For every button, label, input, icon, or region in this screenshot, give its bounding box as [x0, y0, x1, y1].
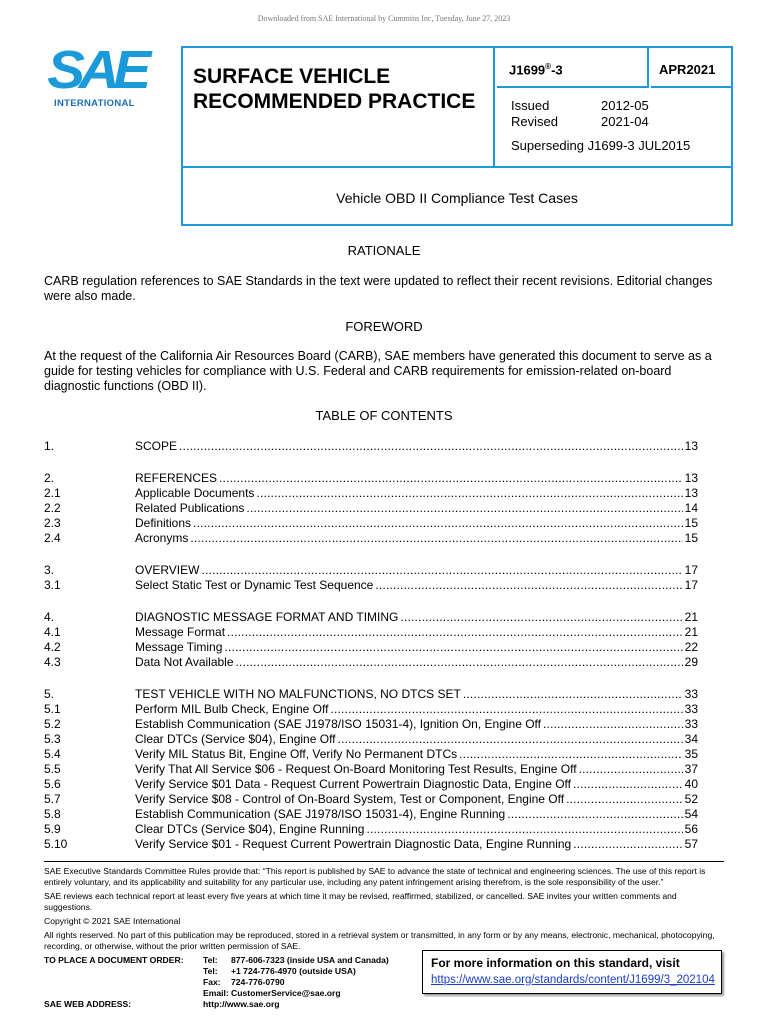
header-box [181, 46, 733, 226]
revision-code: APR2021 [651, 48, 731, 88]
toc-page: 33 [684, 717, 698, 731]
standard-link[interactable]: https://www.sae.org/standards/content/J1699/3_202104 [431, 974, 715, 986]
toc-leader [227, 625, 683, 640]
standard-suffix: -3 [551, 62, 563, 78]
rights-notice: All rights reserved. No part of this publication may be reproduced, stored in a retrieval system or transmitted, in any form or by any means, electronic, mechanical, photocopying, recording, or otherwise, without the prior written permission of SAE. [44, 930, 715, 951]
toc-entry[interactable] [44, 640, 698, 655]
toc-leader [179, 439, 683, 454]
toc-page: 54 [684, 807, 698, 821]
toc-page: 17 [684, 563, 698, 577]
toc-page: 17 [684, 578, 698, 592]
toc-leader [400, 610, 682, 625]
toc-page: 22 [684, 640, 698, 654]
toc-number: 5.1 [44, 702, 61, 716]
email-link[interactable]: CustomerService@sae.org [231, 988, 341, 998]
toc-number: 4.3 [44, 655, 61, 669]
toc-title: Acronyms [135, 531, 189, 545]
toc-page: 52 [684, 792, 698, 806]
toc-leader [375, 578, 682, 593]
toc-page: 13 [684, 471, 698, 485]
toc-leader [330, 702, 682, 717]
toc-entry[interactable] [44, 717, 698, 732]
registered-mark: ® [545, 62, 552, 71]
toc-entry[interactable] [44, 516, 698, 531]
toc-leader [463, 687, 683, 702]
issued-label: Issued [511, 98, 550, 113]
toc-page: 15 [684, 516, 698, 530]
toc-leader [507, 807, 682, 822]
toc-title: Message Format [135, 625, 226, 639]
toc-leader [236, 655, 683, 670]
toc-page: 21 [684, 625, 698, 639]
toc-entry[interactable] [44, 578, 698, 593]
revised-label: Revised [511, 114, 558, 129]
toc-number: 5.6 [44, 777, 61, 791]
toc-number: 5.5 [44, 762, 61, 776]
dates-cell [497, 90, 731, 166]
toc-page: 33 [684, 702, 698, 716]
toc-number: 1. [44, 439, 55, 453]
toc-entry[interactable] [44, 625, 698, 640]
footer-divider [44, 861, 724, 862]
toc-leader [566, 792, 683, 807]
toc-heading: TABLE OF CONTENTS [315, 408, 453, 423]
toc-title: REFERENCES [135, 471, 218, 485]
toc-page: 13 [684, 486, 698, 500]
standard-id: J1699 [509, 62, 546, 78]
toc-entry[interactable] [44, 762, 698, 777]
order-label: TO PLACE A DOCUMENT ORDER: [44, 955, 184, 965]
copyright: Copyright © 2021 SAE International [44, 916, 181, 926]
toc-entry[interactable] [44, 807, 698, 822]
toc-number: 2.3 [44, 516, 61, 530]
standard-number [497, 48, 649, 88]
toc-title: Establish Communication (SAE J1978/ISO 15031-4), Engine Running [135, 807, 506, 821]
toc-number: 3. [44, 563, 55, 577]
toc-entry[interactable] [44, 702, 698, 717]
superseding: Superseding J1699-3 JUL2015 [511, 138, 691, 153]
toc-leader [573, 837, 682, 852]
toc-entry[interactable] [44, 655, 698, 670]
toc-entry[interactable] [44, 610, 698, 625]
toc-number: 2.4 [44, 531, 61, 545]
toc-number: 5.3 [44, 732, 61, 746]
toc-title: Verify MIL Status Bit, Engine Off, Verify No Permanent DTCs [135, 747, 458, 761]
toc-number: 5.9 [44, 822, 61, 836]
toc-title: Verify Service $01 Data - Request Current Powertrain Diagnostic Data, Engine Off [135, 777, 571, 791]
toc-number: 4.1 [44, 625, 61, 639]
toc-leader [224, 640, 682, 655]
toc-title: Data Not Available [135, 655, 234, 669]
contact-key: Tel: [203, 966, 218, 976]
toc-entry[interactable] [44, 687, 698, 702]
toc-entry[interactable] [44, 486, 698, 501]
toc-entry[interactable] [44, 732, 698, 747]
toc-page: 34 [684, 732, 698, 746]
document-type [183, 48, 495, 166]
toc-leader [459, 747, 683, 762]
toc-number: 2. [44, 471, 55, 485]
toc-leader [366, 822, 682, 837]
toc-entry[interactable] [44, 501, 698, 516]
more-info-text: For more information on this standard, visit [431, 956, 680, 970]
toc-number: 5. [44, 687, 55, 701]
toc-page: 29 [684, 655, 698, 669]
toc-page: 56 [684, 822, 698, 836]
toc-page: 33 [684, 687, 698, 701]
toc-page: 40 [684, 777, 698, 791]
title-line-1: SURFACE VEHICLE [193, 65, 391, 88]
toc-leader [256, 486, 682, 501]
foreword-text: At the request of the California Air Resources Board (CARB), SAE members have generated this document to serve as a guide for testing vehicles for compliance with U.S. Federal and CARB requirements for emission-related on-board diagnostic functions (OBD II). [44, 349, 712, 393]
toc-title: DIAGNOSTIC MESSAGE FORMAT AND TIMING [135, 610, 399, 624]
toc-leader [201, 563, 682, 578]
toc-number: 2.1 [44, 486, 61, 500]
toc-title: OVERVIEW [135, 563, 200, 577]
toc-entry[interactable] [44, 777, 698, 792]
contact-value: 724-776-0790 [231, 977, 285, 987]
sae-logo [47, 40, 160, 109]
logo-text: INTERNATIONAL [54, 98, 135, 109]
toc-number: 5.8 [44, 807, 61, 821]
toc-title: Perform MIL Bulb Check, Engine Off [135, 702, 329, 716]
revised-date: 2021-04 [601, 114, 649, 129]
toc-entry[interactable] [44, 439, 698, 454]
rationale-text: CARB regulation references to SAE Standards in the text were updated to reflect their recent revisions. Editorial changes were also made. [44, 274, 713, 303]
toc-number: 4. [44, 610, 55, 624]
title-line-2: RECOMMENDED PRACTICE [193, 90, 476, 113]
toc-entry[interactable] [44, 747, 698, 762]
more-info-box [422, 950, 722, 994]
contact-key: Email: [203, 988, 229, 998]
download-note: Downloaded from SAE International by Cummins Inc, Tuesday, June 27, 2023 [257, 14, 511, 23]
toc-title: TEST VEHICLE WITH NO MALFUNCTIONS, NO DTCS SET [135, 687, 461, 701]
toc-leader [338, 732, 683, 747]
toc-page: 35 [684, 747, 698, 761]
toc-title: Establish Communication (SAE J1978/ISO 15031-4), Ignition On, Engine Off [135, 717, 541, 731]
web-address-link[interactable]: http://www.sae.org [203, 999, 280, 1009]
toc-leader [573, 777, 683, 792]
logo-mark: SAE [47, 40, 145, 100]
toc-entry[interactable] [44, 822, 698, 837]
toc-title: Clear DTCs (Service $04), Engine Off [135, 732, 336, 746]
toc-page: 37 [684, 762, 698, 776]
toc-number: 5.10 [44, 837, 68, 851]
toc-leader [193, 516, 683, 531]
table-of-contents [44, 439, 698, 852]
toc-entry[interactable] [44, 563, 698, 578]
toc-title: Definitions [135, 516, 192, 530]
toc-title: Verify That All Service $06 - Request On-Board Monitoring Test Results, Engine Off [135, 762, 577, 776]
toc-leader [579, 762, 683, 777]
toc-number: 5.2 [44, 717, 61, 731]
toc-leader [190, 531, 682, 546]
contact-value: +1 724-776-4970 (outside USA) [231, 966, 356, 976]
toc-page: 14 [684, 501, 698, 515]
toc-number: 2.2 [44, 501, 61, 515]
review-note: SAE reviews each technical report at least every five years at which time it may be revised, reaffirmed, stabilized, or cancelled. SAE invites your written comments and suggestions. [44, 891, 677, 912]
toc-page: 57 [684, 837, 698, 851]
toc-entry[interactable] [44, 531, 698, 546]
toc-title: Verify Service $08 - Control of On-Board System, Test or Component, Engine Off [135, 792, 565, 806]
toc-title: Verify Service $01 - Request Current Powertrain Diagnostic Data, Engine Running [135, 837, 572, 851]
document-subtitle: Vehicle OBD II Compliance Test Cases [183, 166, 731, 224]
toc-number: 5.4 [44, 747, 61, 761]
toc-page: 21 [684, 610, 698, 624]
toc-number: 4.2 [44, 640, 61, 654]
web-label: SAE WEB ADDRESS: [44, 999, 132, 1009]
toc-leader [219, 471, 683, 486]
committee-rules: SAE Executive Standards Committee Rules provide that: “This report is published by SAE to advance the state of technical and engineering sciences. The use of this report is entirely voluntary, and its applicability and suitability for any particular use, including any patent infringement arising therefrom, is the sole responsibility of the user.” [44, 866, 706, 887]
foreword-heading: FOREWORD [345, 319, 423, 334]
toc-leader [543, 717, 683, 732]
toc-entry[interactable] [44, 792, 698, 807]
toc-title: Related Publications [135, 501, 245, 515]
toc-title: Applicable Documents [135, 486, 255, 500]
toc-leader [246, 501, 682, 516]
contact-key: Tel: [203, 955, 218, 965]
toc-entry[interactable] [44, 837, 698, 852]
toc-page: 15 [684, 531, 698, 545]
contact-value: 877-606-7323 (inside USA and Canada) [231, 955, 389, 965]
contact-key: Fax: [203, 977, 221, 987]
toc-entry[interactable] [44, 471, 698, 486]
toc-page: 13 [684, 439, 698, 453]
toc-number: 5.7 [44, 792, 61, 806]
toc-number: 3.1 [44, 578, 61, 592]
toc-title: Message Timing [135, 640, 223, 654]
toc-title: Clear DTCs (Service $04), Engine Running [135, 822, 365, 836]
issued-date: 2012-05 [601, 98, 649, 113]
rationale-heading: RATIONALE [347, 243, 421, 258]
toc-title: Select Static Test or Dynamic Test Sequence [135, 578, 374, 592]
toc-title: SCOPE [135, 439, 178, 453]
